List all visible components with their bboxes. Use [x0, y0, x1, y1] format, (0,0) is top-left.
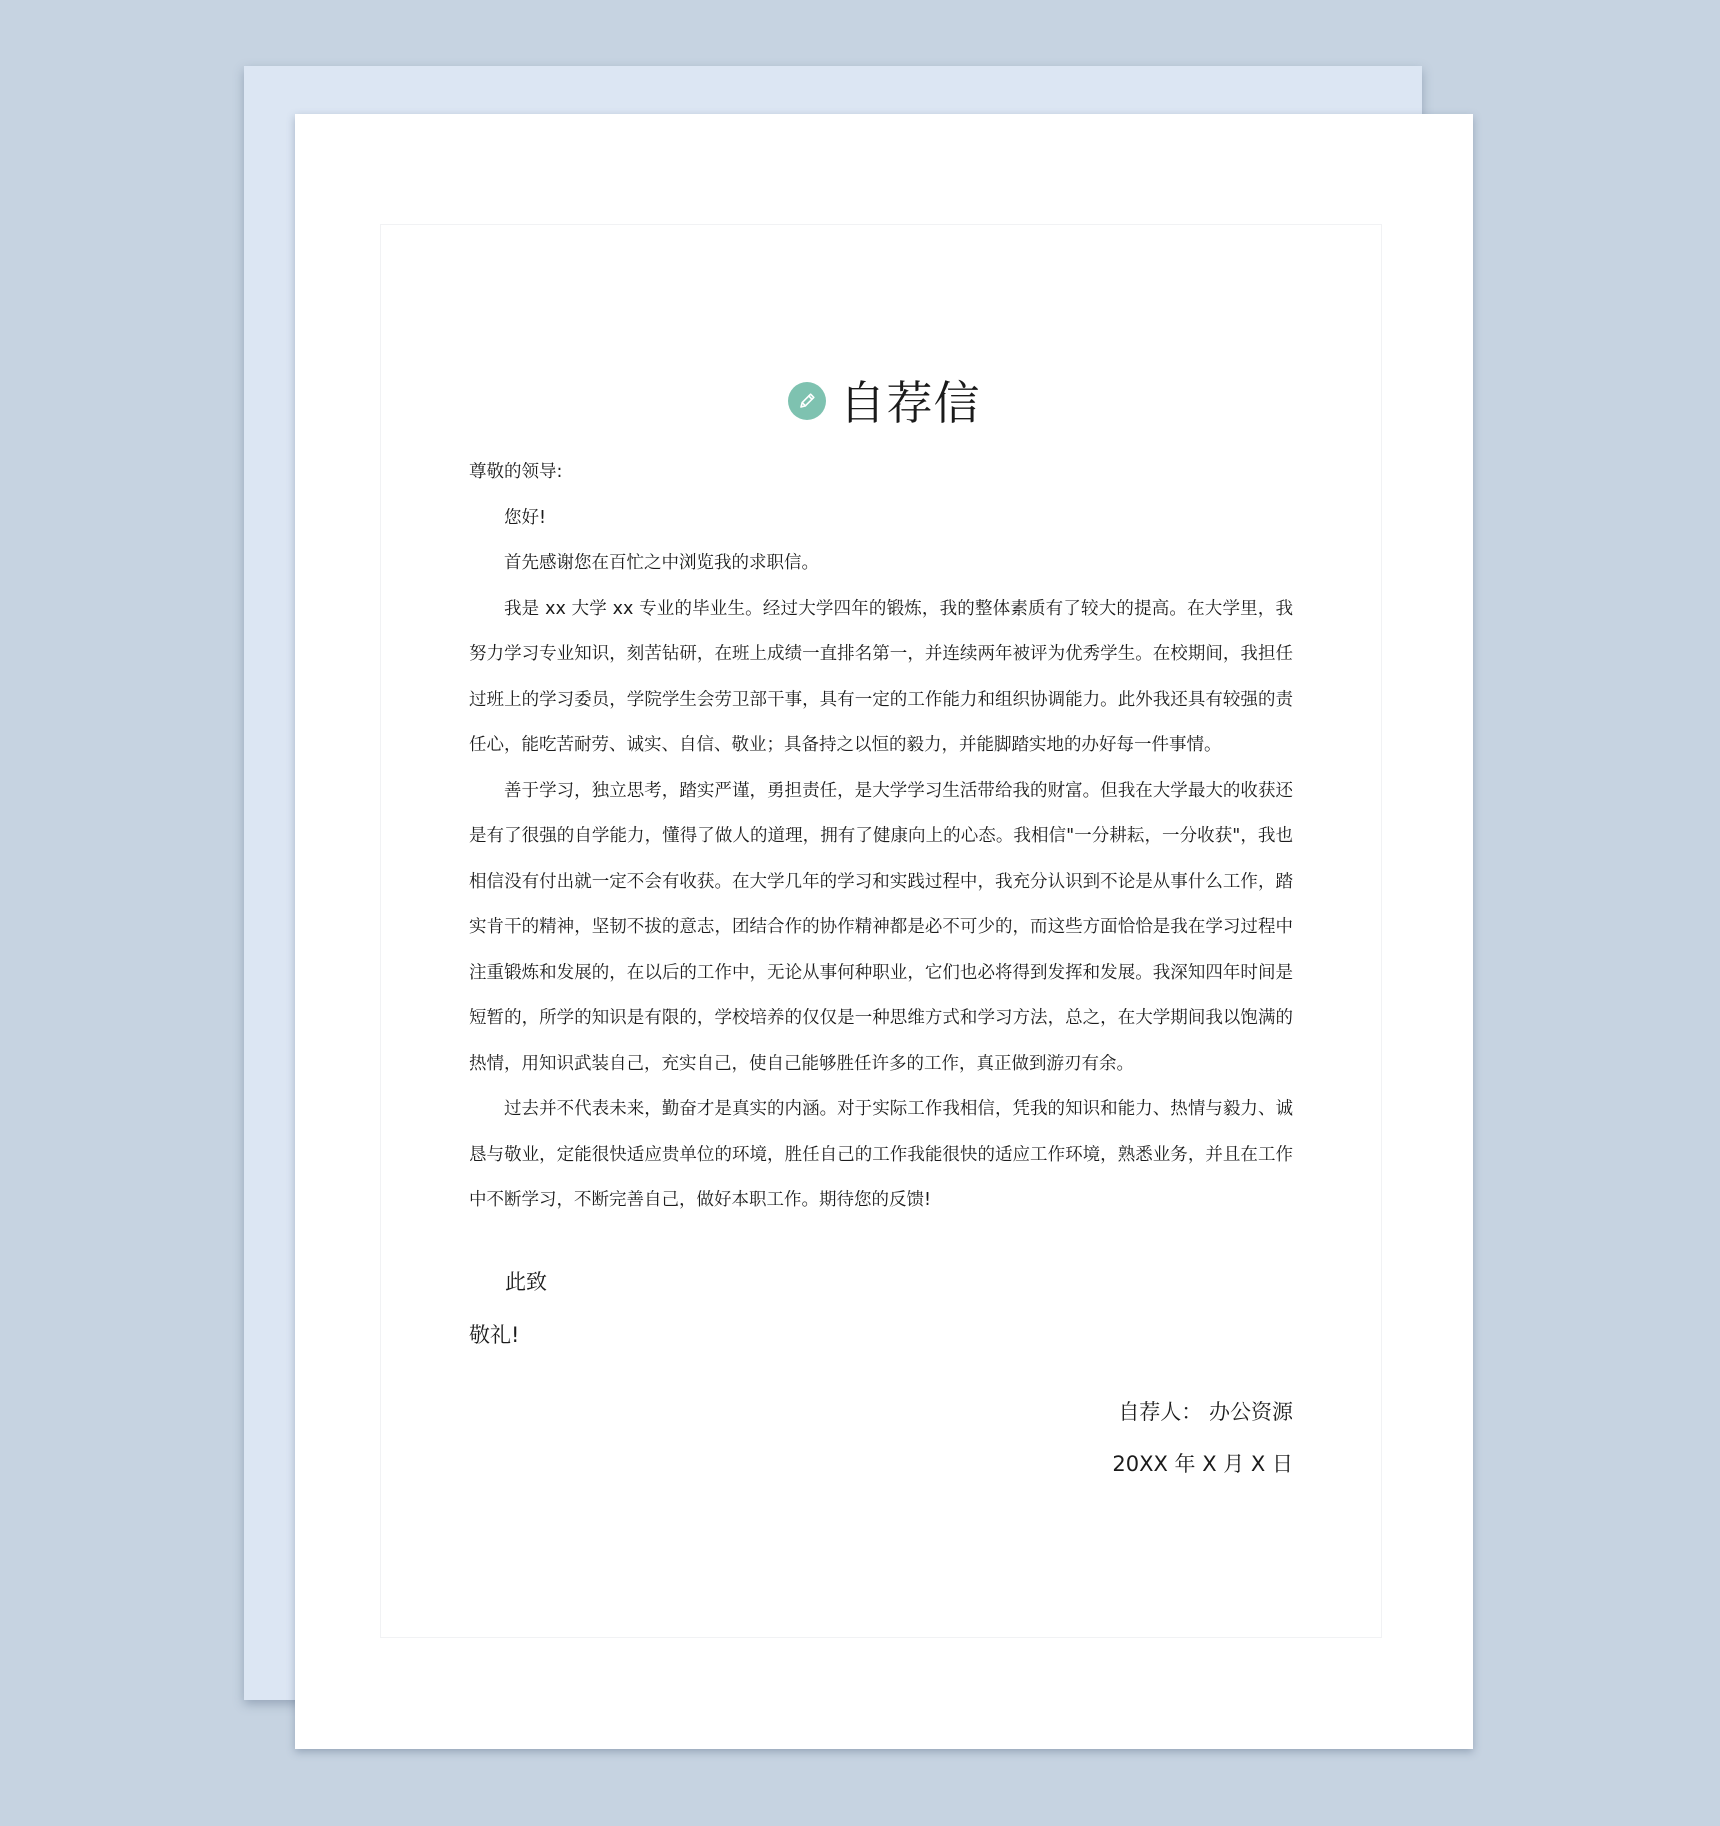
paragraph-intro: 首先感谢您在百忙之中浏览我的求职信。 [504, 553, 819, 573]
letter-date: 20XX 年 X 月 X 日 [1112, 1452, 1293, 1476]
letter-body [469, 450, 1293, 1224]
greeting: 您好! [504, 507, 547, 528]
pencil-icon-glyph [796, 390, 818, 412]
letter-page [295, 114, 1473, 1749]
paragraph-background: 我是 xx 大学 xx 专业的毕业生。经过大学四年的锻炼，我的整体素质有了较大的提高。在大学里，我努力学习专业知识，刻苦钻研，在班上成绩一直排名第一，并连续两年被评为优秀学生。在校期间，我担任过班上的学习委员，学院学生会劳卫部干事，具有一定的工作能力和组织协调能力。此外我还具有较强的责任心，能吃苦耐劳、诚实、自信、敬业；具备持之以恒的毅力，并能脚踏实地的办好每一件事情。 [469, 598, 1293, 755]
closing-phrase: 此致 [505, 1270, 547, 1294]
signature: 自荐人： 办公资源 [1118, 1400, 1293, 1424]
letter-title: 自荐信 [839, 376, 981, 430]
letter-header [295, 370, 1473, 430]
salutation: 尊敬的领导: [469, 462, 563, 482]
paragraph-learning: 善于学习，独立思考，踏实严谨，勇担责任，是大学学习生活带给我的财富。但我在大学最大的收获还是有了很强的自学能力，懂得了做人的道理，拥有了健康向上的心态。我相信"一分耕耘，一分收获"，我也相信没有付出就一定不会有收获。在大学几年的学习和实践过程中，我充分认识到不论是从事什么工作，踏实肯干的精神，坚韧不拔的意志，团结合作的协作精神都是必不可少的，而这些方面恰恰是我在学习过程中注重锻炼和发展的，在以后的工作中，无论从事何种职业，它们也必将得到发挥和发展。我深知四年时间是短暂的，所学的知识是有限的，学校培养的仅仅是一种思维方式和学习方法，总之，在大学期间我以饱满的热情，用知识武装自己，充实自己，使自己能够胜任许多的工作，真正做到游刃有余。 [469, 780, 1293, 1074]
paragraph-future: 过去并不代表未来，勤奋才是真实的内涵。对于实际工作我相信，凭我的知识和能力、热情与毅力、诚恳与敬业，定能很快适应贵单位的环境，胜任自己的工作我能很快的适应工作环境，熟悉业务，并且在工作中不断学习，不断完善自己，做好本职工作。期待您的反馈! [469, 1099, 1293, 1210]
closing-regards: 敬礼! [469, 1323, 520, 1347]
pencil-icon [788, 382, 826, 420]
